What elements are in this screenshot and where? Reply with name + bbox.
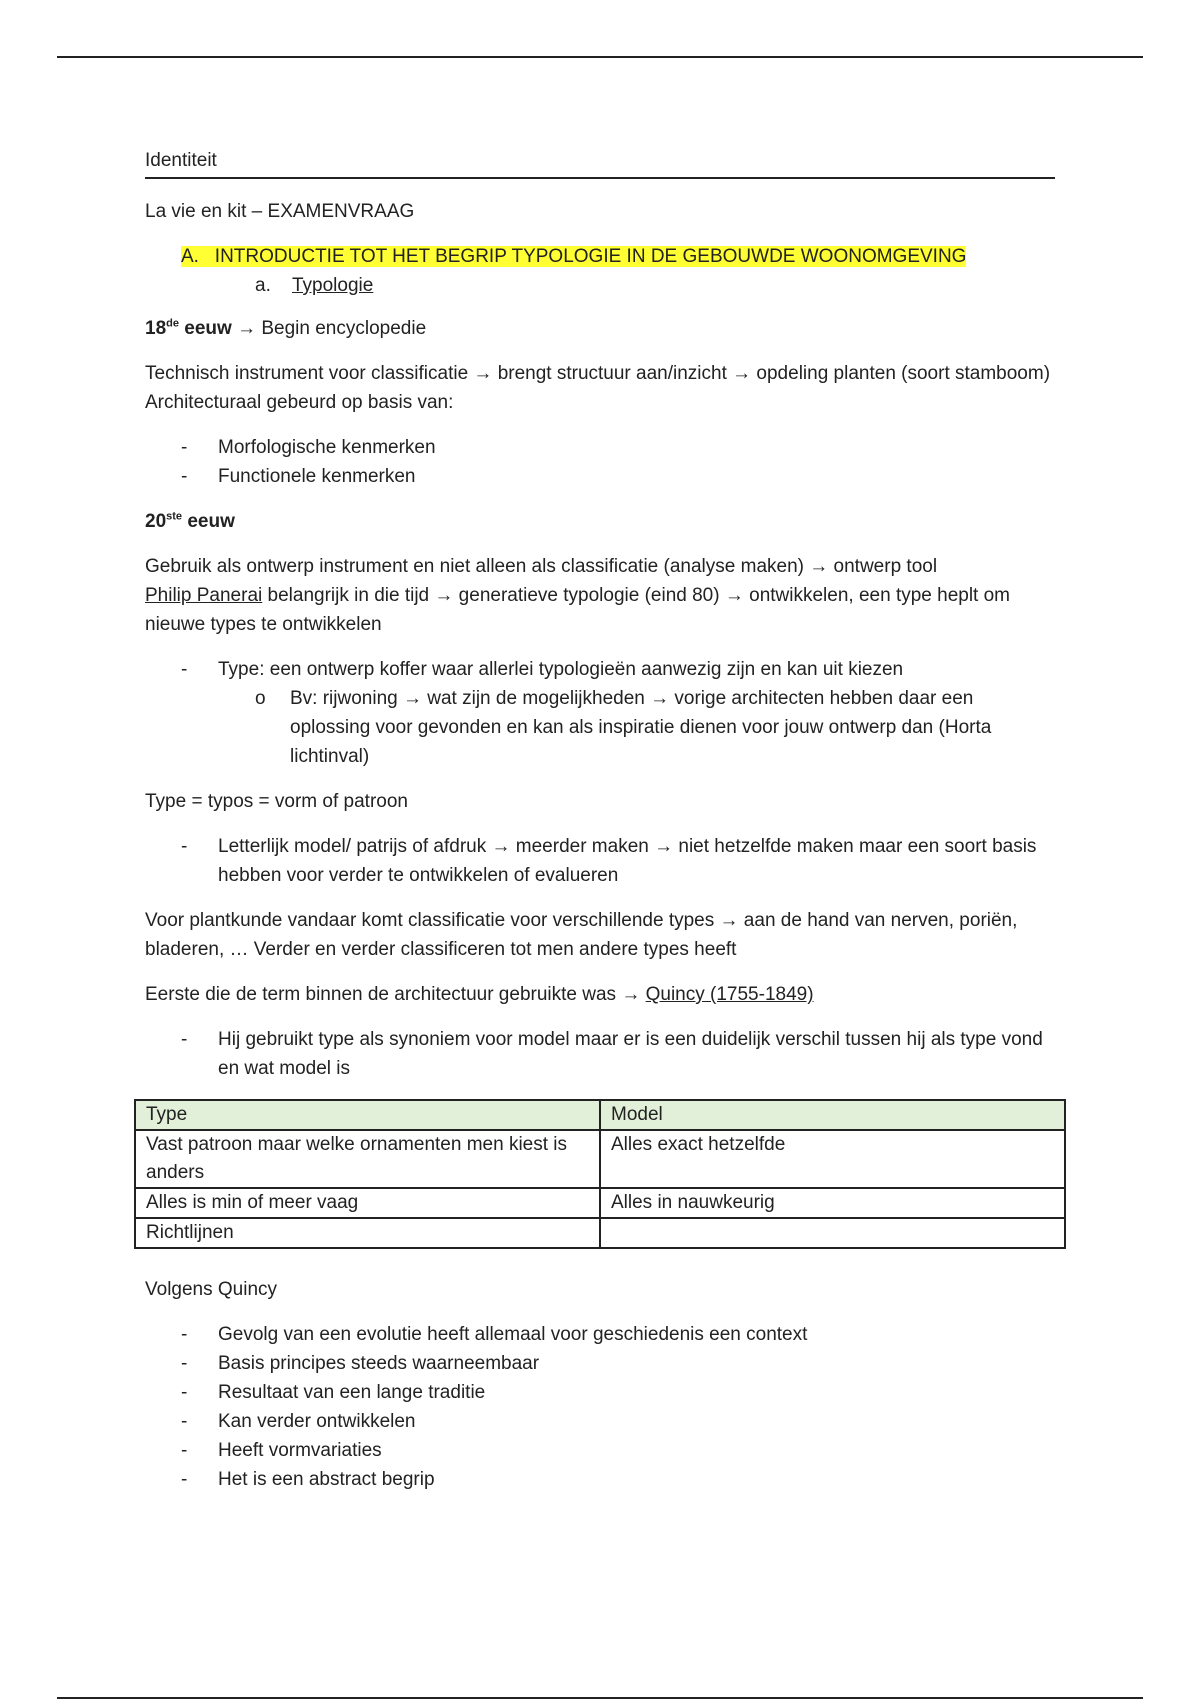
- type-koffer-list: [145, 655, 1055, 771]
- panerai-rest: belangrijk in die tijd → generatieve typologie (eind 80) → ontwikkelen, een type heplt om nieuwe types te ontwikkelen: [145, 585, 1011, 635]
- page-top-rule: [57, 56, 1143, 58]
- sub-heading-marker: a.: [255, 275, 271, 296]
- century-20-label: [145, 511, 235, 532]
- page-bottom-rule: [57, 1697, 1143, 1699]
- list-item: [145, 655, 1055, 684]
- sub-heading-title: Typologie: [291, 275, 374, 296]
- table-row: [135, 1218, 1065, 1248]
- century-20-word: eeuw: [182, 511, 235, 532]
- para-eerste: [145, 980, 1055, 1009]
- sub-list-item: [145, 684, 1055, 771]
- table-cell: Richtlijnen: [135, 1218, 600, 1248]
- technisch-block: [145, 359, 1055, 417]
- para-typos: Type = typos = vorm of patroon: [145, 791, 408, 812]
- table-header-model: Model: [600, 1100, 1065, 1130]
- list-item-text: Resultaat van een lange traditie: [218, 1382, 486, 1403]
- para-panerai: [145, 581, 1055, 639]
- dash-marker: -: [181, 1029, 188, 1050]
- list-item: [145, 1378, 1055, 1407]
- list-item: [145, 1349, 1055, 1378]
- sub-list-container: [145, 684, 1055, 771]
- section-a-sub-heading: [255, 271, 1055, 300]
- table-cell: Alles in nauwkeurig: [600, 1188, 1065, 1218]
- synoniem-list: [145, 1025, 1055, 1083]
- gebruik-block: [145, 552, 1055, 639]
- dash-marker: -: [181, 1382, 188, 1403]
- dash-marker: -: [181, 466, 188, 487]
- section-a-highlight: [181, 246, 966, 267]
- para-gebruik: Gebruik als ontwerp instrument en niet alleen als classificatie (analyse maken) → ontwerp tool: [145, 556, 938, 577]
- list-item: [145, 1025, 1055, 1083]
- quincy-list: [145, 1320, 1055, 1494]
- table-cell: Alles is min of meer vaag: [135, 1188, 600, 1218]
- para-plantkunde: Voor plantkunde vandaar komt classificatie voor verschillende types → aan de hand van nerven, poriën, bladeren, … Verder en verder classificeren tot men andere types heeft: [145, 910, 1018, 960]
- section-a-title: INTRODUCTIE TOT HET BEGRIP TYPOLOGIE IN DE GEBOUWDE WOONOMGEVING: [214, 246, 967, 267]
- list-item-text: Gevolg van een evolutie heeft allemaal voor geschiedenis een context: [218, 1324, 808, 1345]
- list-item: [145, 433, 1055, 462]
- dash-marker: -: [181, 1324, 188, 1345]
- section-a-marker: A.: [181, 246, 199, 267]
- table-row: [135, 1130, 1065, 1188]
- kenmerken-list: [145, 433, 1055, 491]
- list-item: [145, 1407, 1055, 1436]
- dash-marker: -: [181, 836, 188, 857]
- list-item-text: Hij gebruikt type als synoniem voor model maar er is een duidelijk verschil tussen hij als type vond en wat model is: [218, 1029, 1043, 1079]
- document-page: [145, 146, 1055, 1510]
- dash-marker: -: [181, 437, 188, 458]
- century-18-label: [145, 318, 232, 339]
- table-row: [135, 1188, 1065, 1218]
- dash-marker: -: [181, 1411, 188, 1432]
- list-item-text: Functionele kenmerken: [218, 466, 416, 487]
- list-item-text: Basis principes steeds waarneembaar: [218, 1353, 540, 1374]
- section-a-heading: [181, 242, 1055, 271]
- list-item: [145, 1465, 1055, 1494]
- century-18-line: [145, 314, 1055, 343]
- letterlijk-list: [145, 832, 1055, 890]
- table-header-row: [135, 1100, 1065, 1130]
- table-cell: Vast patroon maar welke ornamenten men kiest is anders: [135, 1130, 600, 1188]
- quincy-reference: Quincy (1755-1849): [645, 984, 814, 1005]
- list-item: [145, 1436, 1055, 1465]
- century-20-sup: ste: [166, 510, 183, 523]
- list-item-text: Kan verder ontwikkelen: [218, 1411, 416, 1432]
- dash-marker: -: [181, 1469, 188, 1490]
- panerai-name: Philip Panerai: [145, 585, 263, 606]
- list-item-text: Heeft vormvariaties: [218, 1440, 382, 1461]
- document-subtitle: La vie en kit – EXAMENVRAAG: [145, 201, 415, 222]
- table-cell: Alles exact hetzelfde: [600, 1130, 1065, 1188]
- list-item-text: Letterlijk model/ patrijs of afdruk → meerder maken → niet hetzelfde maken maar een soort basis hebben voor verder te ontwikkelen of evalueren: [218, 836, 1037, 886]
- dash-marker: -: [181, 659, 188, 680]
- list-item: [145, 1320, 1055, 1349]
- para-technisch: Technisch instrument voor classificatie → brengt structuur aan/inzicht → opdeling planten (soort stamboom): [145, 363, 1051, 384]
- sub-list-item-text: Bv: rijwoning → wat zijn de mogelijkheden → vorige architecten hebben daar een oplossing voor gevonden en kan als inspiratie dienen voor jouw ontwerp dan (Horta lichtinval): [290, 688, 992, 767]
- list-item-text: Type: een ontwerp koffer waar allerlei typologieën aanwezig zijn en kan uit kiezen: [218, 659, 904, 680]
- dash-marker: -: [181, 1353, 188, 1374]
- type-model-table: [134, 1099, 1066, 1249]
- para-eerste-text: Eerste die de term binnen de architectuur gebruikte was →: [145, 984, 646, 1005]
- para-architecturaal: Architecturaal gebeurd op basis van:: [145, 392, 454, 413]
- century-20-line: [145, 507, 1055, 536]
- list-item: [145, 462, 1055, 491]
- list-item-text: Morfologische kenmerken: [218, 437, 436, 458]
- century-20-number: 20: [145, 511, 167, 532]
- table-cell: [600, 1218, 1065, 1248]
- century-18-word: eeuw: [178, 318, 232, 339]
- century-18-sup: de: [166, 317, 179, 330]
- para-volgens: Volgens Quincy: [145, 1279, 278, 1300]
- header-title: Identiteit: [145, 146, 1055, 179]
- list-item-text: Het is een abstract begrip: [218, 1469, 435, 1490]
- bv-sub-list: [145, 684, 1055, 771]
- century-18-number: 18: [145, 318, 167, 339]
- century-18-rest: → Begin encyclopedie: [231, 318, 427, 339]
- list-item: [145, 832, 1055, 890]
- circle-marker: o: [255, 688, 266, 709]
- table-header-type: Type: [135, 1100, 600, 1130]
- dash-marker: -: [181, 1440, 188, 1461]
